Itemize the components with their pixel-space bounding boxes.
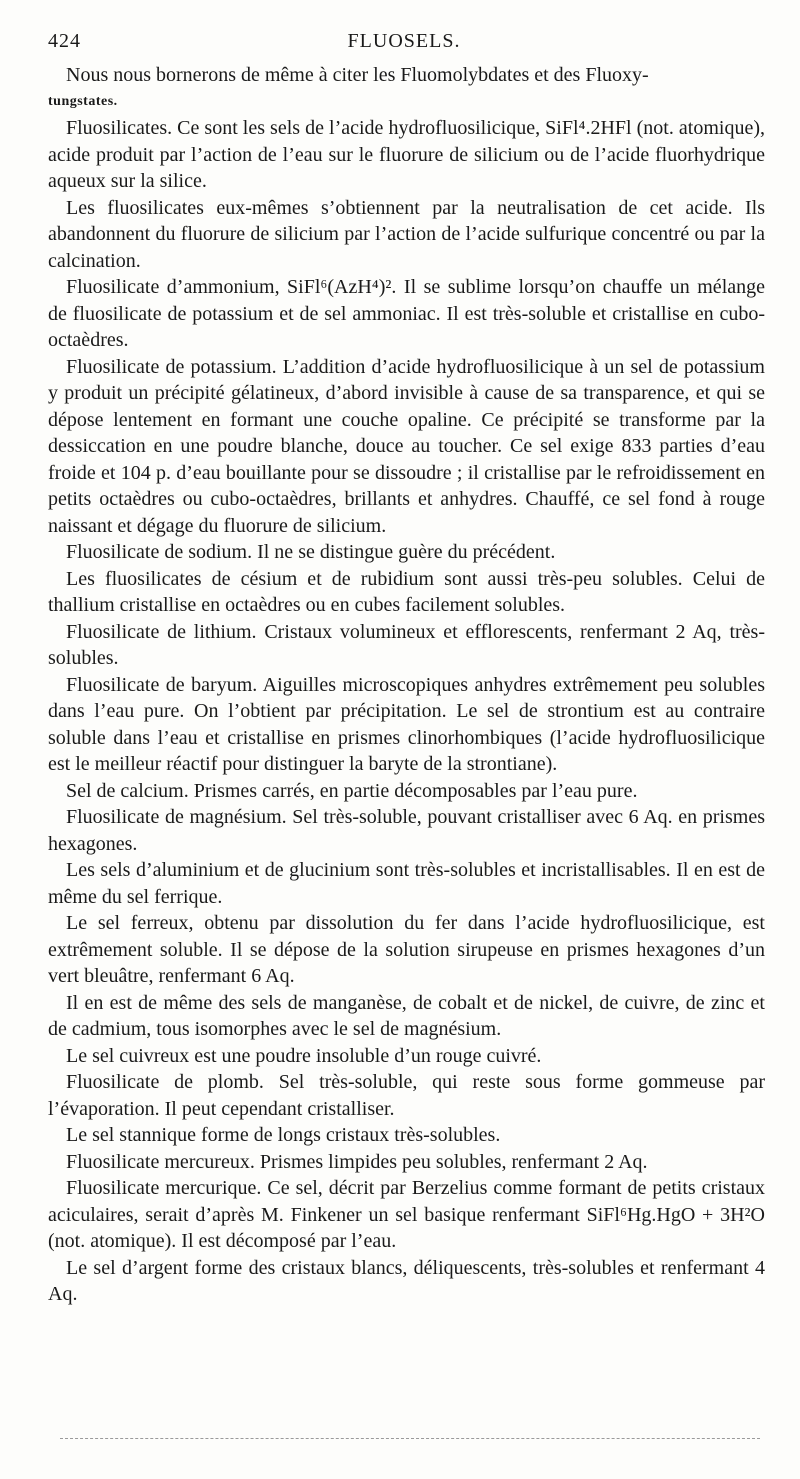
paragraph: Fluosilicate de potassium. L’addition d’acide hydrofluosilicique à un sel de potassium y produit un précipité gélatineux, d’abord invisible à cause de sa transparence, et qui se dépose lentement en formant une couche opaline. Ce précipité se transforme par la dessiccation en une poudre blanche, douce au toucher. Ce sel exige 833 parties d’eau froide et 104 p. d’eau bouillante pour se dissoudre ; il cristallise par le refroidissement en petits octaèdres ou cubo-octaèdres, brillants et anhydres. Chauffé, ce sel fond à rouge naissant et dégage du fluorure de silicium. <box>48 355 765 537</box>
paragraph: Fluosilicate de sodium. Il ne se distingue guère du précédent. <box>66 541 556 563</box>
paragraph: Le sel d’argent forme des cristaux blancs, déliquescents, très-solubles et renfermant 4 Aq. <box>48 1256 765 1305</box>
running-title: FLUOSELS. <box>347 30 461 52</box>
paragraph: Fluosilicate mercureux. Prismes limpides peu solubles, renfermant 2 Aq. <box>66 1150 648 1173</box>
paragraph: Les fluosilicates eux-mêmes s’obtiennent par la neutralisation de cet acide. Ils abandonnent du fluorure de silicium par l’action de l’acide sulfurique concentré ou par la calcination. <box>48 196 765 272</box>
paragraph: Fluosilicate mercurique. Ce sel, décrit par Berzelius comme formant de petits cristaux aciculaires, serait d’après M. Finkener un sel basique renfermant SiFl⁶Hg.HgO + 3H²O (not. atomique). Il est décomposé par l’eau. <box>48 1177 765 1252</box>
paragraph: Le sel stannique forme de longs cristaux très-solubles. <box>66 1124 501 1146</box>
page-number: 424 <box>48 30 81 52</box>
paragraph: Fluosilicates. Ce sont les sels de l’acide hydrofluosilicique, SiFl⁴.2HFl (not. atomique), acide produit par l’action de l’eau sur le fluorure de silicium ou de l’acide fluorhydrique aqueux sur la silice. <box>48 117 765 192</box>
page-header <box>48 30 760 56</box>
paragraph: Il en est de même des sels de manganèse, de cobalt et de nickel, de cuivre, de zinc et de cadmium, tous isomorphes avec le sel de magnésium. <box>48 991 765 1040</box>
paragraph: Le sel cuivreux est une poudre insoluble d’un rouge cuivré. <box>66 1044 542 1067</box>
paragraph: Les sels d’aluminium et de glucinium sont très-solubles et incristallisables. Il en est de même du sel ferrique. <box>48 859 765 908</box>
body-text <box>48 62 765 1308</box>
paragraph: Le sel ferreux, obtenu par dissolution du fer dans l’acide hydrofluosilicique, est extrêmement soluble. Il se dépose de la solution sirupeuse en prismes hexagones d’un vert bleuâtre, renfermant 6 Aq. <box>48 912 765 987</box>
paragraph: Fluosilicate de plomb. Sel très-soluble, qui reste sous forme gommeuse par l’évaporation. Il peut cependant cristalliser. <box>48 1071 765 1120</box>
paragraph: tungstates. <box>48 93 118 109</box>
paragraph: Fluosilicate de lithium. Cristaux volumineux et efflorescents, renfermant 2 Aq, très-solubles. <box>48 620 765 669</box>
paragraph: Les fluosilicates de césium et de rubidium sont aussi très-peu solubles. Celui de thallium cristallise en octaèdres ou en cubes facilement solubles. <box>48 567 765 616</box>
paragraph: Sel de calcium. Prismes carrés, en partie décomposables par l’eau pure. <box>66 779 638 802</box>
paragraph: Fluosilicate d’ammonium, SiFl⁶(AzH⁴)². Il se sublime lorsqu’on chauffe un mélange de fluosilicate de potassium et de sel ammoniac. Il est très-soluble et cristallise en cubo-octaèdres. <box>48 276 765 351</box>
paragraph: Fluosilicate de magnésium. Sel très-soluble, pouvant cristalliser avec 6 Aq. en prismes hexagones. <box>48 806 765 855</box>
paragraph: Nous nous bornerons de même à citer les Fluomolybdates et des Fluoxy- <box>66 64 649 86</box>
footer-rule <box>60 1438 760 1439</box>
paragraph: Fluosilicate de baryum. Aiguilles microscopiques anhydres extrêmement peu solubles dans l’eau pure. On l’obtient par précipitation. Le sel de strontium est au contraire soluble dans l’eau et cristallise en prismes clinorhombiques (l’acide hydrofluosilicique est le meilleur réactif pour distinguer la baryte de la strontiane). <box>48 673 765 775</box>
